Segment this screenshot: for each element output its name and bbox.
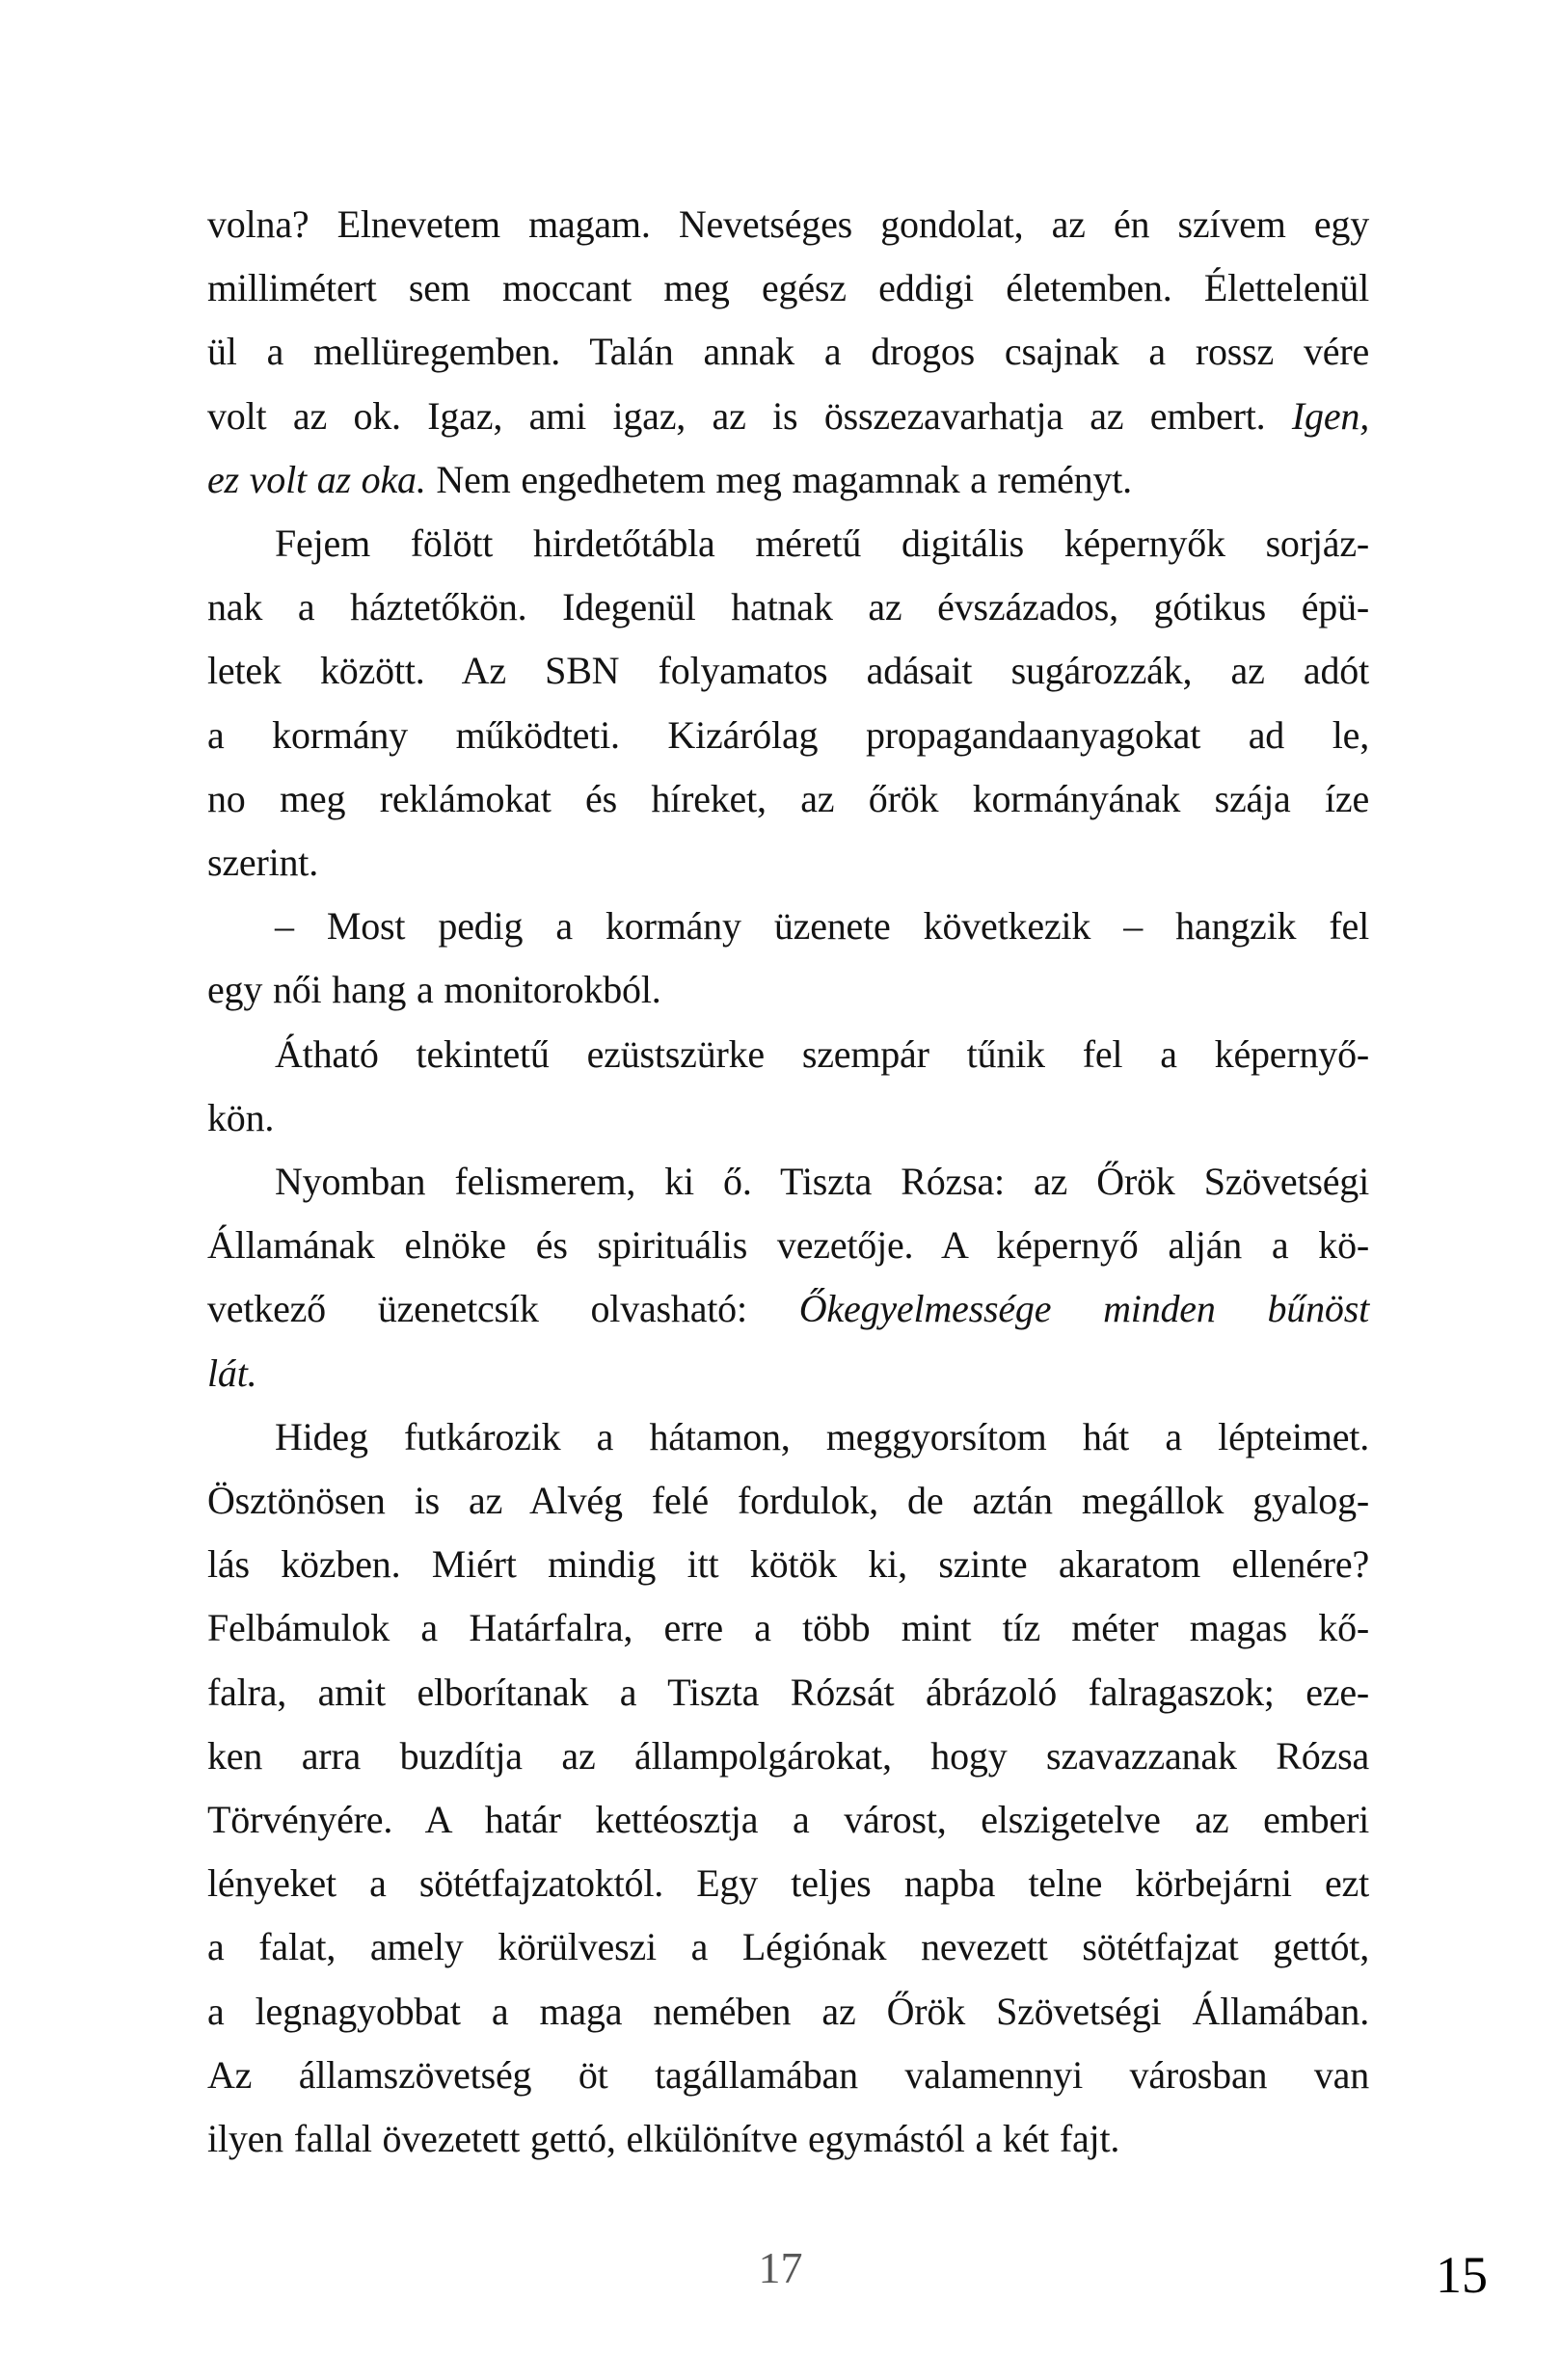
page-number-center: 17 xyxy=(758,2243,803,2292)
text-segment: szerint. xyxy=(207,841,319,885)
text-segment: nak a háztetőkön. Idegenül hatnak az évszázados, gótikus épü- xyxy=(207,585,1369,629)
text-line xyxy=(207,1023,1369,1086)
text-segment: kön. xyxy=(207,1095,275,1139)
text-line xyxy=(207,1277,1369,1341)
italic-text-segment: ez volt az oka. xyxy=(207,457,426,501)
text-segment: Átható tekintetű ezüstszürke szempár tűnik fel a képernyő- xyxy=(275,1031,1369,1076)
text-segment: ken arra buzdítja az állampolgárokat, hogy szavazzanak Rózsa xyxy=(207,1733,1369,1778)
text-segment: a falat, amely körülveszi a Légiónak nevezett sötétfajzat gettót, xyxy=(207,1925,1369,1969)
text-line xyxy=(207,2044,1369,2107)
text-line xyxy=(207,1214,1369,1277)
text-segment: letek között. Az SBN folyamatos adásait sugározzák, az adót xyxy=(207,649,1369,693)
text-line xyxy=(207,1725,1369,1788)
italic-text-segment: lát. xyxy=(207,1350,257,1395)
text-line xyxy=(207,575,1369,639)
text-line xyxy=(207,1852,1369,1915)
text-segment: ül a mellüregemben. Talán annak a drogos csajnak a rossz vére xyxy=(207,330,1369,374)
text-segment: falra, amit elborítanak a Tiszta Rózsát ábrázoló falragaszok; eze- xyxy=(207,1670,1369,1714)
text-line xyxy=(207,385,1369,448)
text-line xyxy=(207,704,1369,767)
text-line xyxy=(207,2107,1369,2171)
text-segment: volt az ok. Igaz, ami igaz, az is összezavarhatja az embert. xyxy=(207,393,1292,438)
page-text xyxy=(207,193,1369,2171)
text-segment: lényeket a sötétfajzatoktól. Egy teljes napba telne körbejárni ezt xyxy=(207,1861,1369,1906)
page-number-corner: 15 xyxy=(1436,2246,1488,2304)
text-line xyxy=(207,767,1369,831)
text-segment: no meg reklámokat és híreket, az őrök kormányának szája íze xyxy=(207,776,1369,820)
text-segment: volna? Elnevetem magam. Nevetséges gondolat, az én szívem egy xyxy=(207,202,1369,246)
text-line xyxy=(207,448,1369,512)
text-line xyxy=(207,1150,1369,1214)
text-line xyxy=(207,320,1369,384)
text-segment: Felbámulok a Határfalra, erre a több mint tíz méter magas kő- xyxy=(207,1606,1369,1650)
text-segment: Hideg futkározik a hátamon, meggyorsítom hát a lépteimet. xyxy=(275,1414,1369,1458)
text-line xyxy=(207,193,1369,256)
text-line xyxy=(207,1915,1369,1979)
text-segment: egy női hang a monitorokból. xyxy=(207,968,661,1012)
text-segment: lás közben. Miért mindig itt kötök ki, szinte akaratom ellenére? xyxy=(207,1542,1369,1587)
italic-text-segment: Igen, xyxy=(1291,393,1369,438)
text-segment: a legnagyobbat a maga nemében az Őrök Szövetségi Államában. xyxy=(207,1989,1369,2033)
text-line xyxy=(207,639,1369,703)
text-line xyxy=(207,1596,1369,1660)
text-segment: Nem engedhetem meg magamnak a reményt. xyxy=(425,457,1132,501)
text-line xyxy=(207,512,1369,575)
text-line xyxy=(207,1788,1369,1852)
text-line xyxy=(207,1469,1369,1533)
text-segment: millimétert sem moccant meg egész eddigi életemben. Élettelenül xyxy=(207,266,1369,310)
text-line xyxy=(207,958,1369,1022)
text-line xyxy=(207,1086,1369,1150)
text-segment: – Most pedig a kormány üzenete következik – hangzik fel xyxy=(275,904,1369,949)
text-line xyxy=(207,1661,1369,1725)
text-line xyxy=(207,1980,1369,2044)
text-segment: ilyen fallal övezetett gettó, elkülönítve egymástól a két fajt. xyxy=(207,2117,1120,2161)
text-segment: a kormány működteti. Kizárólag propagandaanyagokat ad le, xyxy=(207,712,1369,757)
text-segment: Törvényére. A határ kettéosztja a várost, elszigetelve az emberi xyxy=(207,1798,1369,1842)
text-line xyxy=(207,256,1369,320)
text-segment: vetkező üzenetcsík olvasható: xyxy=(207,1287,799,1331)
italic-text-segment: Őkegyelmessége minden bűnöst xyxy=(798,1287,1369,1331)
text-line xyxy=(207,1342,1369,1405)
text-line xyxy=(207,895,1369,958)
text-segment: Nyomban felismerem, ki ő. Tiszta Rózsa: az Őrök Szövetségi xyxy=(275,1160,1369,1204)
text-line xyxy=(207,1405,1369,1469)
text-line xyxy=(207,1533,1369,1596)
text-segment: Államának elnöke és spirituális vezetője. A képernyő alján a kö- xyxy=(207,1223,1369,1268)
text-segment: Ösztönösen is az Alvég felé fordulok, de aztán megállok gyalog- xyxy=(207,1479,1369,1523)
text-line xyxy=(207,831,1369,895)
text-segment: Az államszövetség öt tagállamában valamennyi városban van xyxy=(207,2052,1369,2097)
text-segment: Fejem fölött hirdetőtábla méretű digitális képernyők sorjáz- xyxy=(275,521,1369,566)
